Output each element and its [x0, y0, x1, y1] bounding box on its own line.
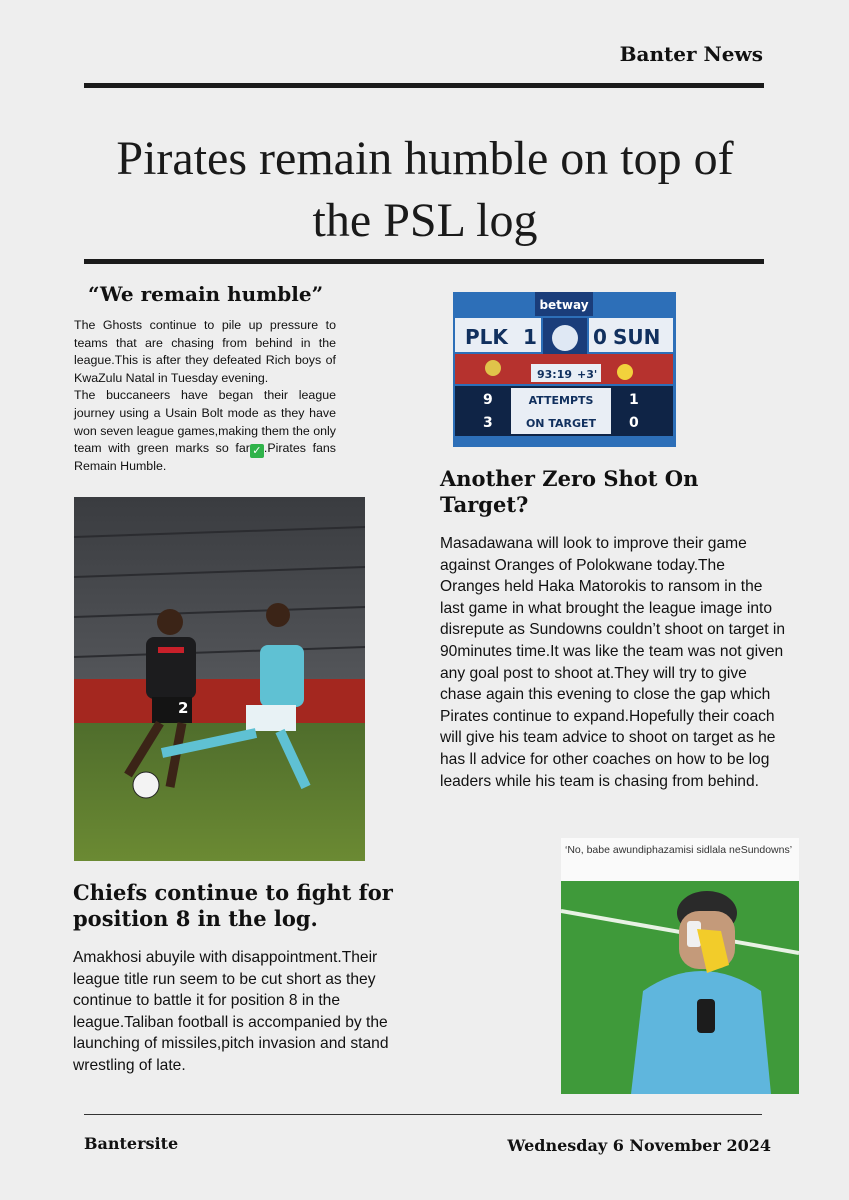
- green-check-icon: ✓: [250, 444, 264, 458]
- on-target-away: 0: [629, 415, 639, 431]
- attempts-label: ATTEMPTS: [528, 394, 594, 407]
- chiefs-body: Amakhosi abuyile with disappointment.Their league title run seem to be cut short as they continue to battle it for position 8 in the league.Taliban football is accompanied by the launching of missiles,pitch invasion and stand wrestling of late.: [73, 949, 389, 1074]
- player-number: 2: [178, 699, 189, 717]
- away-score: 0: [593, 325, 607, 349]
- footer-site: Bantersite: [84, 1134, 179, 1153]
- right-story-title: Another Zero Shot On Target?: [440, 466, 699, 517]
- left-story-p2a: The buccaneers have began their league journey using a Usain Bolt mode as they have won seven league games,making them the only team with green marks so far: [74, 388, 336, 456]
- left-story-p1: The Ghosts continue to pile up pressure to teams that are chasing from behind in the league.This is after they defeated Rich boys of KwaZulu Natal in Tuesday evening.: [74, 318, 336, 385]
- footer-rule: [84, 1114, 762, 1115]
- right-story-body: Masadawana will look to improve their game against Oranges of Polokwane today.The Oranges held Haka Matorokis to ransom in the last game in what brought the league image into disrepute as Sundowns couldn’t shoot on target in 90minutes time.It was like the team was not given any goal post to shoot at.They will try to give chase again this evening to close the gap which Pirates continue to expand.Hopefully their coach will give his team advice to shoot on target as he has ll advice for other coaches on how to be log leaders while his team is chasing from behind.: [440, 535, 786, 790]
- scoreboard-photo: [453, 292, 676, 447]
- attempts-away: 1: [629, 392, 639, 408]
- chiefs-title: Chiefs continue to fight for position 8 in the log.: [73, 880, 393, 931]
- pirates-crest-icon: [485, 360, 501, 376]
- footer-date: Wednesday 6 November 2024: [507, 1136, 771, 1155]
- left-story-p2b: .Pirates fans Remain Humble.: [74, 441, 337, 474]
- on-target-home: 3: [483, 415, 493, 431]
- scoreboard-illustration: [453, 292, 676, 447]
- goalkeeper-illustration: [561, 881, 799, 1094]
- goalkeeper-meme: [561, 838, 799, 1094]
- attempts-home: 9: [483, 392, 493, 408]
- meme-caption: ‘No, babe awundiphazamisi sidlala neSundowns’: [561, 838, 799, 881]
- headline: Pirates remain humble on top of the PSL log: [116, 132, 734, 247]
- home-team: PLK: [465, 325, 508, 349]
- match-clock: 93:19: [537, 368, 573, 381]
- league-logo-icon: [552, 325, 578, 351]
- quote-title: “We remain humble”: [88, 282, 324, 306]
- added-time: +3': [577, 368, 598, 381]
- masthead: Banter News: [619, 42, 763, 66]
- top-rule: [84, 83, 764, 88]
- sponsor-label: betway: [539, 298, 589, 312]
- home-score: 1: [523, 325, 537, 349]
- away-team: SUN: [613, 325, 661, 349]
- left-story-body: [74, 317, 336, 476]
- pirates-match-illustration: [74, 497, 365, 861]
- sundowns-crest-icon: [617, 364, 633, 380]
- headline-rule: [84, 259, 764, 264]
- pirates-match-photo: [74, 497, 365, 861]
- on-target-label: ON TARGET: [525, 417, 597, 430]
